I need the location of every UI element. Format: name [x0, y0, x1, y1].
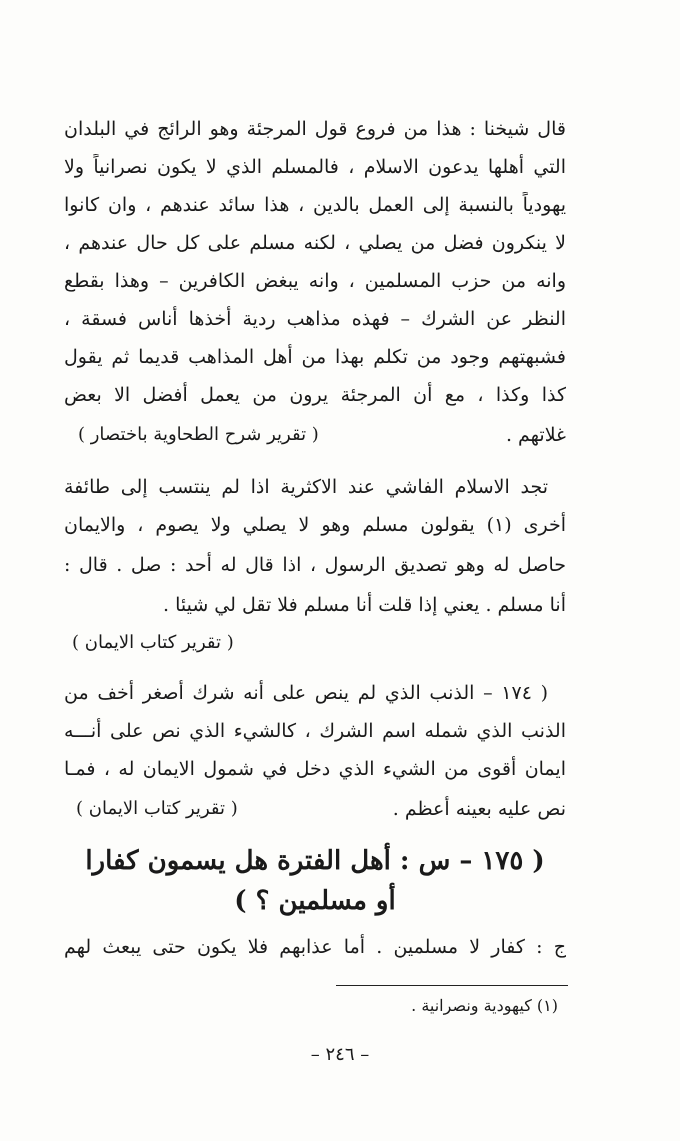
text-line: أخرى (١) يقولون مسلم وهو لا يصلي ولا يصوم ، والايمان [64, 514, 566, 536]
source-citation: ( تقرير شرح الطحاوية باختصار ) [78, 424, 319, 445]
text-line: النظر عن الشرك – فهذه مذاهب ردية أخذها أناس فسقة ، [64, 308, 566, 330]
text-line: ( ١٧٤ – الذنب الذي لم ينص على أنه شرك أصغر أخف من [64, 682, 548, 704]
text-line: كذا وكذا ، مع أن المرجئة يرون من يعمل أفضل الا بعض [64, 384, 566, 406]
answer-line: ج : كفار لا مسلمين . أما عذابهم فلا يكون حتى يبعث لهم [64, 936, 566, 958]
text-line: فشبهتهم وجود من تكلم بهذا من أهل المذاهب قديما ثم يقول [64, 346, 566, 368]
footnote: (١) كيهودية ونصرانية . [411, 996, 558, 1015]
source-citation: ( تقرير كتاب الايمان ) [72, 632, 234, 653]
text-line: وانه من حزب المسلمين ، وانه يبغض الكافرين – وهذا بقطع [64, 270, 566, 292]
text-line: قال شيخنا : هذا من فروع قول المرجئة وهو الرائج في البلدان [64, 118, 566, 140]
footnote-divider [336, 985, 568, 986]
text-line: يهودياً بالنسبة إلى العمل بالدين ، هذا سائد عندهم ، وان كانوا [64, 194, 566, 216]
text-line: لا ينكرون فضل من يصلي ، لكنه مسلم على كل حال عندهم ، [64, 232, 566, 254]
source-citation: ( تقرير كتاب الايمان ) [76, 798, 238, 819]
section-heading: أو مسلمين ؟ ) [234, 886, 396, 916]
text-line: حاصل له وهو تصديق الرسول ، اذا قال له أحد : صل . قال : [64, 554, 566, 576]
text-line: أنا مسلم . يعني إذا قلت أنا مسلم فلا تقل لي شيئا . [163, 594, 566, 616]
text-line: التي أهلها يدعون الاسلام ، فالمسلم الذي لا يكون نصرانياً ولا [64, 156, 566, 178]
section-heading: ( ١٧٥ – س : أهل الفترة هل يسمون كفارا [85, 846, 545, 876]
text-line: تجد الاسلام الفاشي عند الاكثرية اذا لم ينتسب إلى طائفة [64, 476, 548, 498]
text-line: غلاتهم . [505, 424, 566, 446]
text-line: نص عليه بعينه أعظم . [392, 798, 566, 820]
page-number: – ٢٤٦ – [310, 1044, 370, 1065]
text-line: الذنب الذي شمله اسم الشرك ، كالشيء الذي نص على أنـــه [64, 720, 566, 742]
text-line: ايمان أقوى من الشيء الذي دخل في شمول الايمان له ، فمـا [64, 758, 566, 780]
